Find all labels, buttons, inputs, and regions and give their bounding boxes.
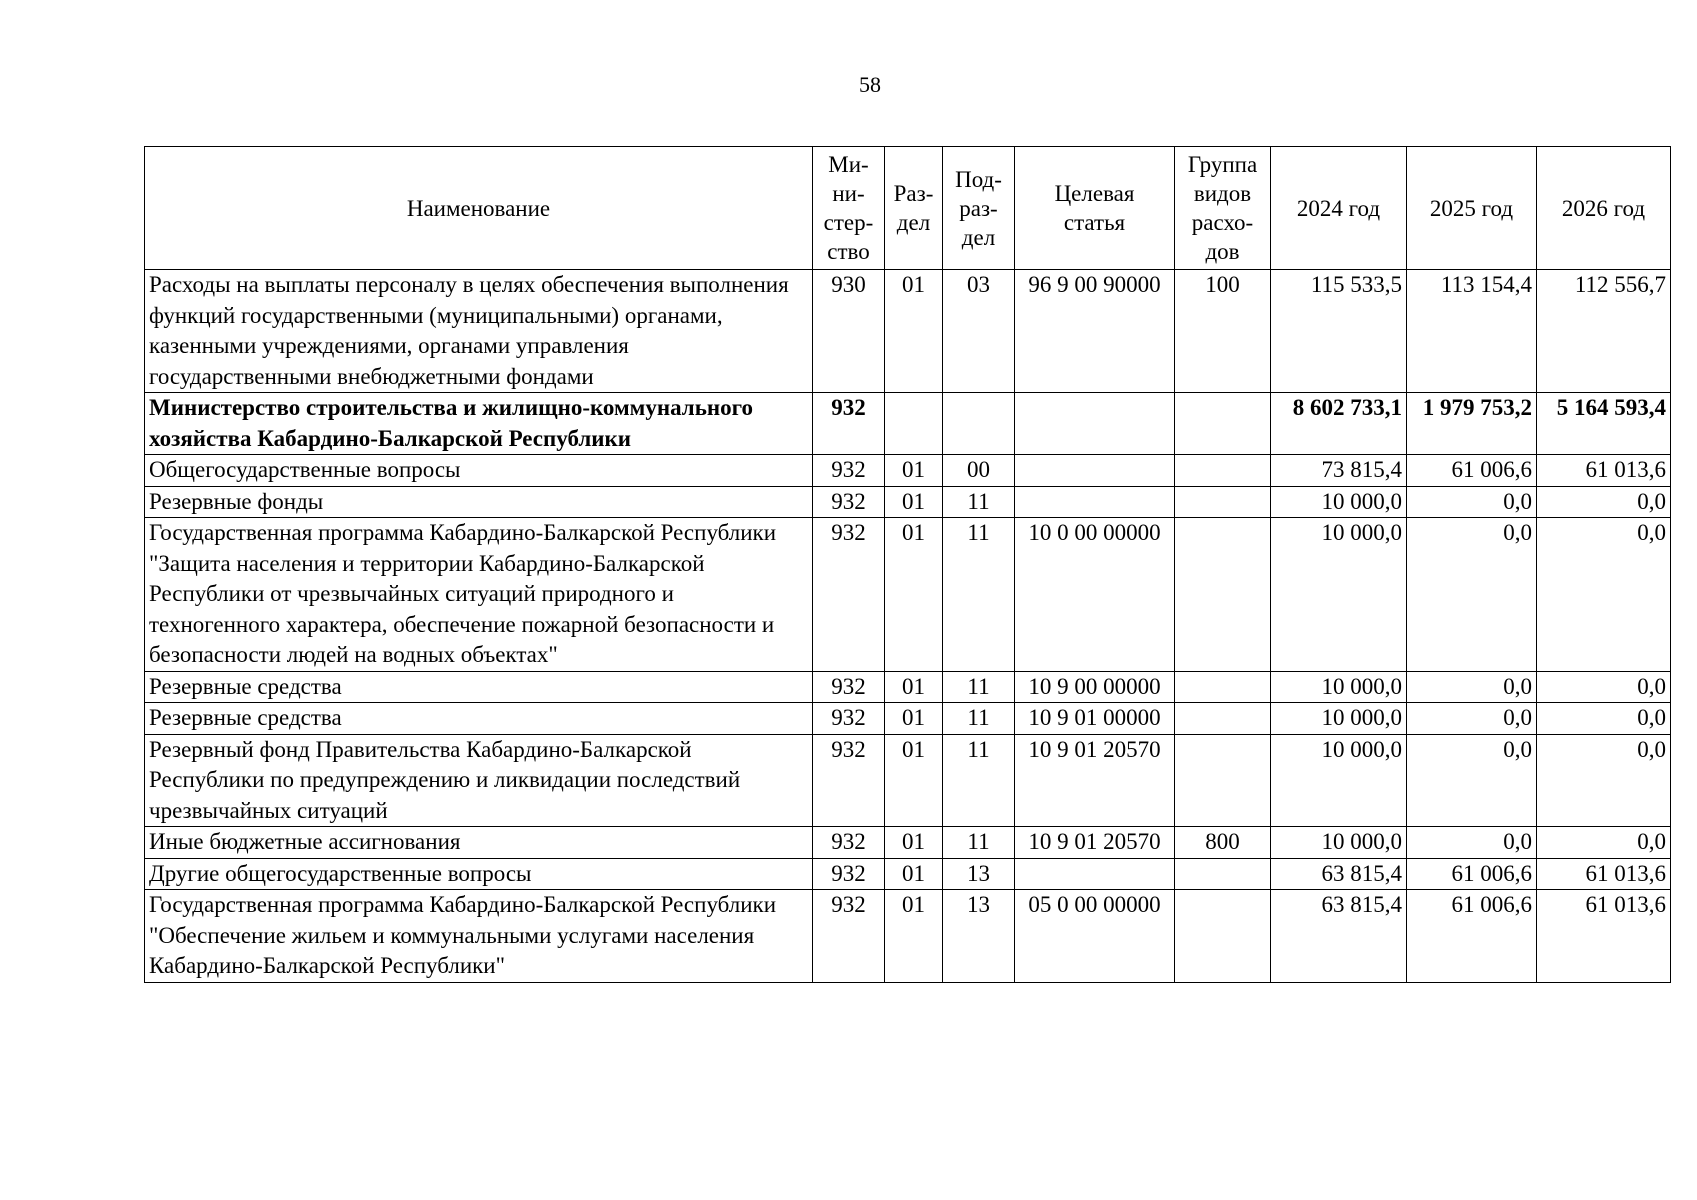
- row-amount-2026: 0,0: [1537, 518, 1671, 672]
- table-body: [145, 270, 1671, 983]
- header-line: видов: [1193, 181, 1252, 206]
- row-amount-2024: 8 602 733,1: [1271, 393, 1407, 455]
- row-amount-2026: 0,0: [1537, 671, 1671, 703]
- row-amount-2026: 5 164 593,4: [1537, 393, 1671, 455]
- row-subsection: 00: [943, 455, 1015, 487]
- row-amount-2025: 0,0: [1407, 827, 1537, 859]
- row-section: 01: [885, 671, 943, 703]
- table-row: [145, 703, 1671, 735]
- row-amount-2024: 10 000,0: [1271, 734, 1407, 827]
- row-subsection: 03: [943, 270, 1015, 393]
- row-amount-2025: 0,0: [1407, 486, 1537, 518]
- row-ministry: 932: [813, 827, 885, 859]
- row-amount-2026: 0,0: [1537, 703, 1671, 735]
- row-subsection: 11: [943, 827, 1015, 859]
- row-name: Расходы на выплаты персоналу в целях обеспечения выполнения функций государственными (муниципальными) органами, казенными учреждениями, органами управления государственными внебюджетными фондами: [145, 270, 813, 393]
- row-subsection: 11: [943, 734, 1015, 827]
- row-target-article: 10 9 01 00000: [1015, 703, 1175, 735]
- row-target-article: 10 9 01 20570: [1015, 827, 1175, 859]
- page-number: 58: [859, 72, 881, 97]
- row-target-article: [1015, 858, 1175, 890]
- table-row: [145, 671, 1671, 703]
- row-target-article: 05 0 00 00000: [1015, 890, 1175, 983]
- row-section: 01: [885, 827, 943, 859]
- row-target-article: 10 9 00 00000: [1015, 671, 1175, 703]
- row-ministry: 932: [813, 890, 885, 983]
- row-section: 01: [885, 703, 943, 735]
- row-expense-group: [1175, 393, 1271, 455]
- row-ministry: 932: [813, 734, 885, 827]
- header-line: дов: [1205, 239, 1240, 264]
- row-expense-group: [1175, 890, 1271, 983]
- row-amount-2025: 0,0: [1407, 734, 1537, 827]
- row-amount-2024: 10 000,0: [1271, 518, 1407, 672]
- row-expense-group: [1175, 671, 1271, 703]
- row-name: Резервные средства: [145, 671, 813, 703]
- table-row: [145, 455, 1671, 487]
- header-line: Под-: [955, 166, 1002, 192]
- row-ministry: 932: [813, 703, 885, 735]
- header-2025: 2025 год: [1407, 147, 1537, 270]
- row-name: Общегосударственные вопросы: [145, 455, 813, 487]
- table-row: [145, 858, 1671, 890]
- header-2024: 2024 год: [1271, 147, 1407, 270]
- header-line: дел: [961, 224, 996, 250]
- row-subsection: 11: [943, 486, 1015, 518]
- row-section: 01: [885, 734, 943, 827]
- row-amount-2026: 0,0: [1537, 827, 1671, 859]
- header-ministry: [813, 147, 885, 270]
- row-subsection: 11: [943, 671, 1015, 703]
- row-name: Другие общегосударственные вопросы: [145, 858, 813, 890]
- budget-table: [144, 146, 1671, 983]
- row-subsection: 13: [943, 890, 1015, 983]
- row-amount-2026: 112 556,7: [1537, 270, 1671, 393]
- row-amount-2026: 0,0: [1537, 734, 1671, 827]
- row-target-article: 96 9 00 90000: [1015, 270, 1175, 393]
- row-amount-2024: 10 000,0: [1271, 486, 1407, 518]
- row-amount-2024: 10 000,0: [1271, 827, 1407, 859]
- header-expense-group: [1175, 147, 1271, 270]
- row-expense-group: [1175, 734, 1271, 827]
- row-subsection: 11: [943, 518, 1015, 672]
- row-name: Резервные средства: [145, 703, 813, 735]
- header-target-article: [1015, 147, 1175, 270]
- header-2026: 2026 год: [1537, 147, 1671, 270]
- row-section: 01: [885, 270, 943, 393]
- row-amount-2024: 10 000,0: [1271, 703, 1407, 735]
- row-name: Государственная программа Кабардино-Балкарской Республики "Обеспечение жильем и коммунальными услугами населения Кабардино-Балкарской Республики": [145, 890, 813, 983]
- row-amount-2025: 113 154,4: [1407, 270, 1537, 393]
- row-target-article: [1015, 486, 1175, 518]
- row-amount-2025: 61 006,6: [1407, 858, 1537, 890]
- header-section: [885, 147, 943, 270]
- table-row: [145, 393, 1671, 455]
- table-row: [145, 518, 1671, 672]
- row-amount-2025: 0,0: [1407, 671, 1537, 703]
- header-line: Ми-: [828, 152, 869, 177]
- header-line: расхо-: [1191, 210, 1254, 235]
- row-amount-2024: 73 815,4: [1271, 455, 1407, 487]
- row-target-article: [1015, 455, 1175, 487]
- row-expense-group: [1175, 486, 1271, 518]
- row-ministry: 930: [813, 270, 885, 393]
- row-ministry: 932: [813, 858, 885, 890]
- row-section: 01: [885, 890, 943, 983]
- row-amount-2024: 115 533,5: [1271, 270, 1407, 393]
- row-name: Резервный фонд Правительства Кабардино-Балкарской Республики по предупреждению и ликвидации последствий чрезвычайных ситуаций: [145, 734, 813, 827]
- row-ministry: 932: [813, 486, 885, 518]
- row-amount-2026: 61 013,6: [1537, 455, 1671, 487]
- row-amount-2024: 63 815,4: [1271, 858, 1407, 890]
- header-line: раз-: [959, 195, 998, 221]
- row-name: Министерство строительства и жилищно-коммунального хозяйства Кабардино-Балкарской Республики: [145, 393, 813, 455]
- table-row: [145, 827, 1671, 859]
- header-line: Группа: [1187, 152, 1258, 177]
- row-name: Иные бюджетные ассигнования: [145, 827, 813, 859]
- row-section: 01: [885, 858, 943, 890]
- row-amount-2026: 61 013,6: [1537, 858, 1671, 890]
- row-ministry: 932: [813, 518, 885, 672]
- table-row: [145, 734, 1671, 827]
- row-amount-2024: 10 000,0: [1271, 671, 1407, 703]
- row-expense-group: 100: [1175, 270, 1271, 393]
- row-expense-group: [1175, 455, 1271, 487]
- header-name: Наименование: [145, 147, 813, 270]
- header-line: статья: [1063, 210, 1126, 235]
- row-amount-2025: 61 006,6: [1407, 890, 1537, 983]
- table-row: [145, 270, 1671, 393]
- row-expense-group: [1175, 858, 1271, 890]
- table-row: [145, 486, 1671, 518]
- row-ministry: 932: [813, 671, 885, 703]
- header-line: Раз-: [893, 181, 934, 206]
- row-section: [885, 393, 943, 455]
- header-line: стер-: [823, 210, 874, 235]
- row-section: 01: [885, 486, 943, 518]
- row-target-article: 10 0 00 00000: [1015, 518, 1175, 672]
- header-line: ство: [827, 239, 870, 264]
- row-amount-2025: 0,0: [1407, 703, 1537, 735]
- row-ministry: 932: [813, 393, 885, 455]
- row-name: Резервные фонды: [145, 486, 813, 518]
- row-amount-2025: 0,0: [1407, 518, 1537, 672]
- row-amount-2026: 0,0: [1537, 486, 1671, 518]
- row-name: Государственная программа Кабардино-Балкарской Республики "Защита населения и территории Кабардино-Балкарской Республики от чрезвычайных ситуаций природного и техногенного характера, обеспечение пожарной безопасности и безопасности людей на водных объектах": [145, 518, 813, 672]
- row-subsection: 13: [943, 858, 1015, 890]
- row-ministry: 932: [813, 455, 885, 487]
- row-expense-group: [1175, 518, 1271, 672]
- row-amount-2024: 63 815,4: [1271, 890, 1407, 983]
- header-line: дел: [896, 210, 931, 235]
- header-subsection: [943, 147, 1015, 270]
- row-amount-2025: 1 979 753,2: [1407, 393, 1537, 455]
- row-target-article: 10 9 01 20570: [1015, 734, 1175, 827]
- header-line: Целевая: [1054, 181, 1135, 206]
- row-subsection: [943, 393, 1015, 455]
- row-section: 01: [885, 518, 943, 672]
- row-subsection: 11: [943, 703, 1015, 735]
- header-line: ни-: [832, 181, 865, 206]
- table-row: [145, 890, 1671, 983]
- row-expense-group: [1175, 703, 1271, 735]
- row-expense-group: 800: [1175, 827, 1271, 859]
- row-target-article: [1015, 393, 1175, 455]
- row-amount-2026: 61 013,6: [1537, 890, 1671, 983]
- row-amount-2025: 61 006,6: [1407, 455, 1537, 487]
- table-header-row: [145, 147, 1671, 270]
- row-section: 01: [885, 455, 943, 487]
